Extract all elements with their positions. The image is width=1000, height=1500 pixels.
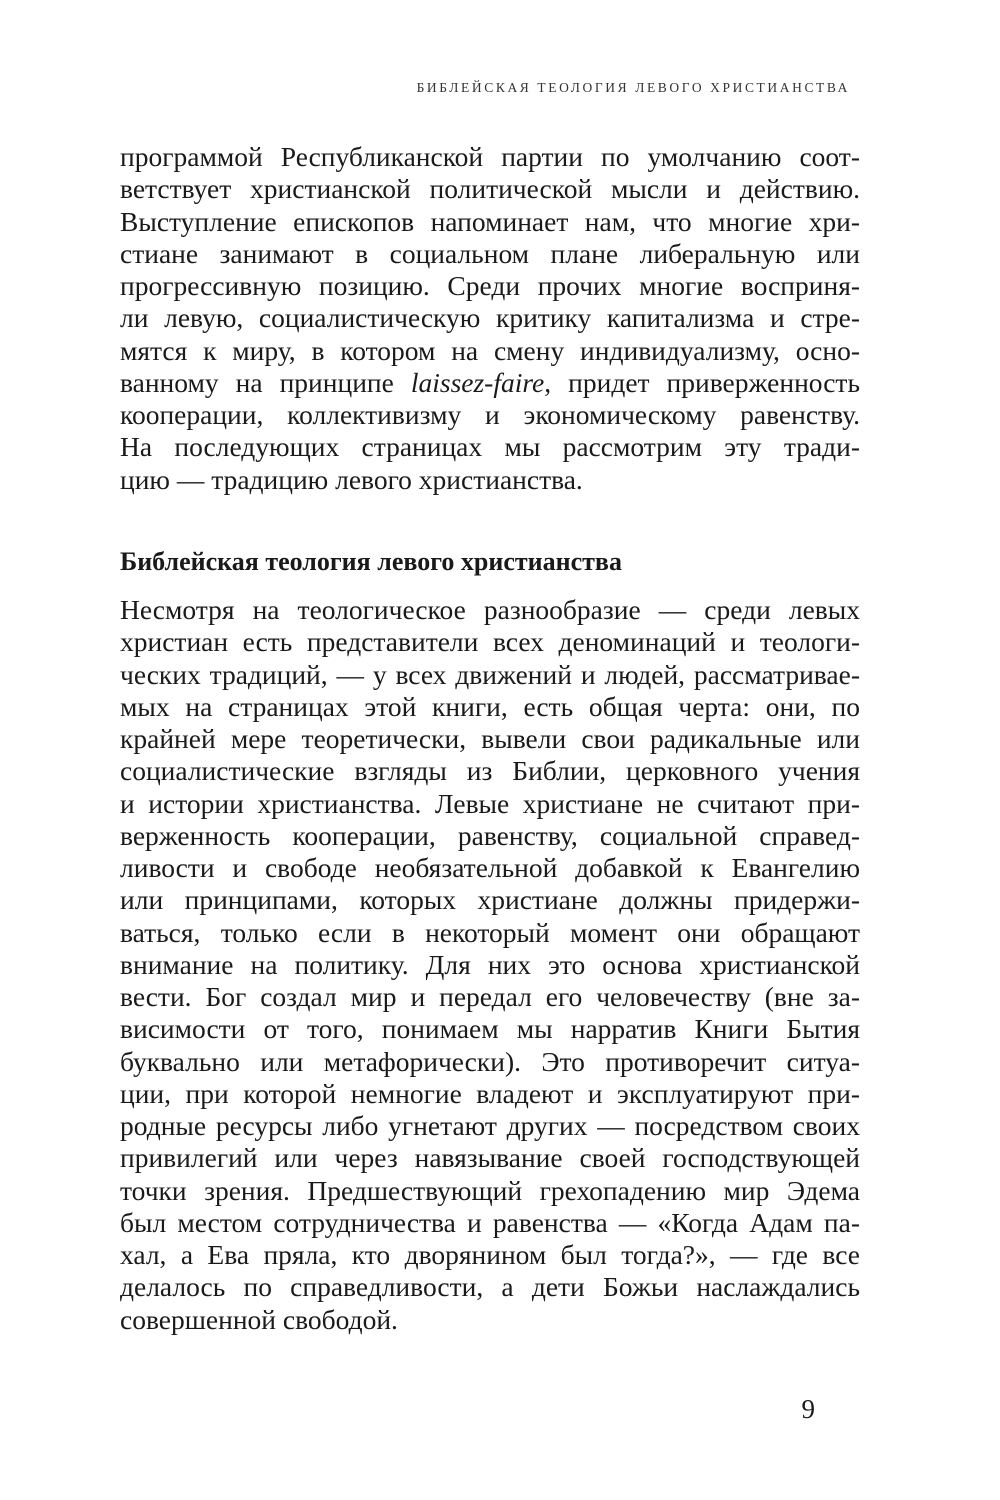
paragraph-line: Выступление епископов напоминает нам, что многие хри- [120,205,860,237]
paragraph-line: На последующих страницах мы рассмотрим эту тради- [120,431,860,463]
paragraph-line: ваться, только если в некоторый момент они обращают [120,916,860,948]
paragraph-line: Несмотря на теологическое разнообразие — среди левых [120,594,860,625]
paragraph-line: ливости и свободе необязательной добавкой к Евангелию [120,852,860,883]
paragraph-line: привилегий или через навязывание своей господствующей [120,1142,860,1174]
paragraph-line: верженность кооперации, равенству, социальной справед- [120,819,860,851]
paragraph-line: делалось по справедливости, а дети Божьи наслаждались [120,1271,860,1303]
paragraph-line: внимание на политику. Для них это основа христианской [120,948,860,980]
paragraph-line: вести. Бог создал мир и передал его человечеству (вне за- [120,981,860,1012]
paragraph-line: совершенной свободой. [120,1303,398,1335]
paragraph-line: висимости от того, понимаем мы нарратив Книги Бытия [120,1013,860,1045]
paragraph-line-mixed [120,367,860,399]
section-heading: Библейская теология левого христианства [120,547,622,576]
italic-term: laissez-faire [410,366,545,398]
paragraph-line: хал, а Ева пряла, кто дворянином был тогда?», — где все [120,1239,860,1270]
paragraph-line: точки зрения. Предшествующий грехопадению мир Эдема [120,1174,860,1206]
paragraph-line: цию — традицию левого христианства. [120,463,583,495]
paragraph-line: ции, при которой немногие владеют и эксплуатируют при- [120,1077,860,1109]
paragraph-line: мых на страницах этой книги, есть общая черта: они, по [120,690,860,722]
paragraph-line: ли левую, социалистическую критику капитализма и стре- [120,302,860,334]
paragraph-line: мятся к миру, в котором на смену индивидуализму, осно- [120,334,860,366]
paragraph-line: был местом сотрудничества и равенства — «Когда Адам па- [120,1206,860,1238]
page-number: 9 [801,1394,815,1424]
paragraph-line: прогрессивную позицию. Среди прочих многие восприня- [120,270,860,301]
paragraph-line: ческих традиций, — у всех движений и людей, рассматривае- [120,658,860,690]
line-segment: ванному на принципе [120,366,411,398]
paragraph-line: или принципами, которых христиане должны придержи- [120,884,860,916]
paragraph-line: буквально или метафорически). Это противоречит ситуа- [120,1045,860,1077]
line-segment: , придет приверженность [544,366,860,398]
running-header: БИБЛЕЙСКАЯ ТЕОЛОГИЯ ЛЕВОГО ХРИСТИАНСТВА [416,80,850,95]
paragraph-line: крайней мере теоретически, вывели свои радикальные или [120,723,860,754]
paragraph-1 [120,141,860,496]
paragraph-line: родные ресурсы либо угнетают других — посредством своих [120,1110,860,1141]
paragraph-2 [120,594,860,1336]
paragraph-line: социалистические взгляды из Библии, церковного учения [120,755,860,787]
paragraph-line: программой Республиканской партии по умолчанию соот- [120,141,860,172]
paragraph-line: стиане занимают в социальном плане либеральную или [120,237,860,269]
paragraph-line: кооперации, коллективизму и экономическому равенству. [120,399,860,430]
paragraph-line: ветствует христианской политической мысли и действию. [120,173,860,205]
paragraph-line: и истории христианства. Левые христиане не считают при- [120,787,860,819]
paragraph-line: христиан есть представители всех деноминаций и теологи- [120,626,860,658]
